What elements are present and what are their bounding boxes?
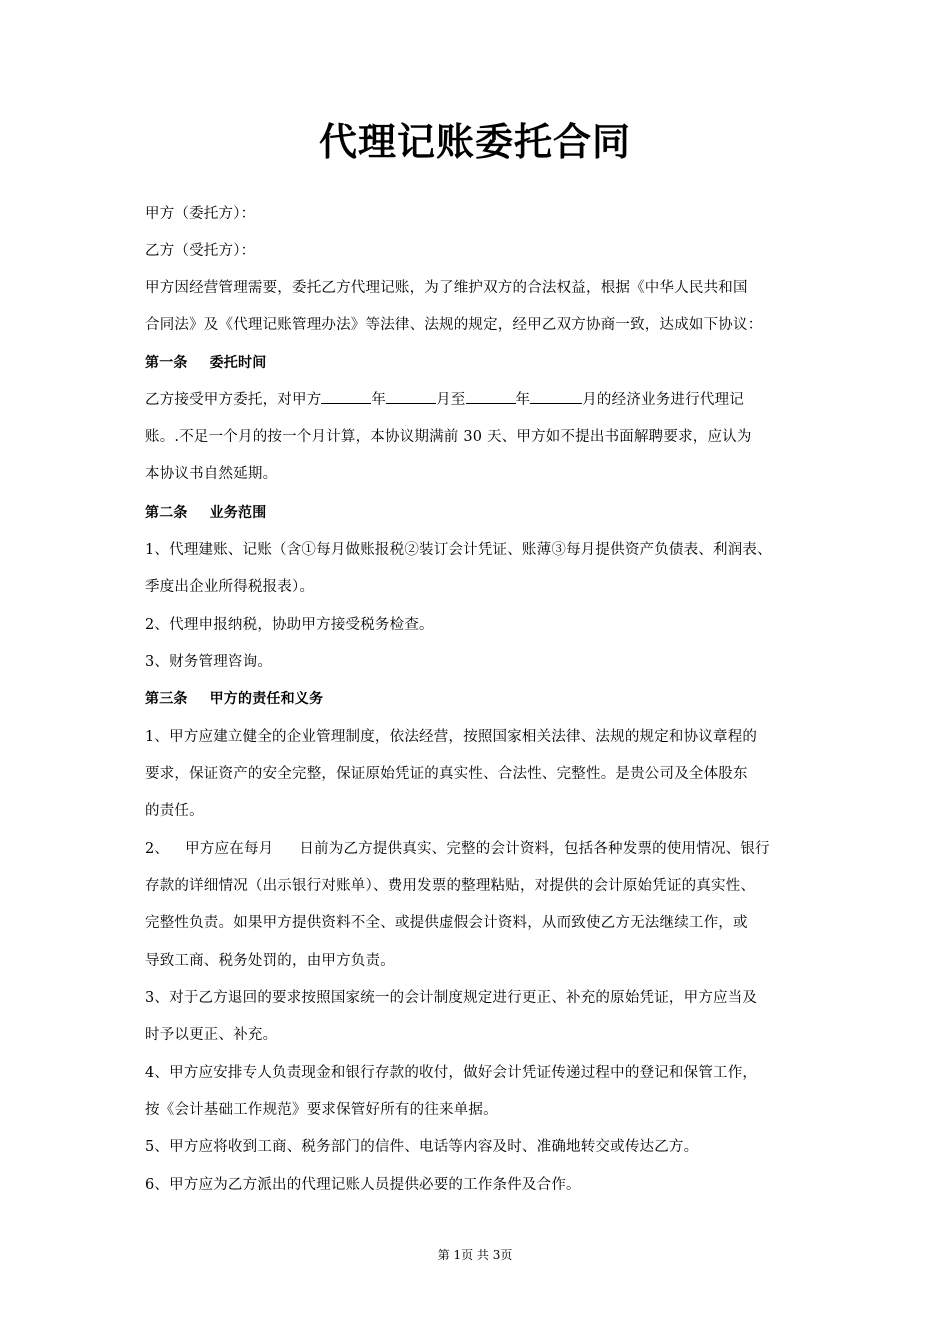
art1-text-y2: 年 [515,392,531,408]
month-blank-1[interactable] [386,389,436,404]
article-1-line-3: 本协议书自然延期。 [145,466,278,482]
art1-text-m2: 月的经济业务进行代理记 [582,392,744,408]
article-2-number: 第二条 [145,505,188,521]
page-footer: 第 1页 共 3页 [437,1248,513,1262]
article-2-line-4: 3、财务管理咨询。 [145,654,273,670]
article-1-heading [145,352,266,374]
article-3-line-13: 6、甲方应为乙方派出的代理记账人员提供必要的工作条件及合作。 [145,1177,581,1193]
article-3-line-9: 时予以更正、补充。 [145,1027,278,1043]
article-3-line-8: 3、对于乙方退回的要求按照国家统一的会计制度规定进行更正、补充的原始凭证，甲方应当及 [145,990,758,1006]
intro-line-2: 合同法》及《代理记账管理办法》等法律、法规的规定，经甲乙双方协商一致，达成如下协议： [145,317,763,333]
item-2-number: 2、 [145,841,170,857]
art1-text-y1: 年 [371,392,387,408]
article-1-title: 委托时间 [209,355,267,371]
article-1-line-2: 账。.不足一个月的按一个月计算，本协议期满前 30 天、甲方如不提出书面解聘要求，应认为 [145,429,752,445]
article-2-line-3: 2、代理申报纳税，协助甲方接受税务检查。 [145,617,434,633]
document-title: 代理记账委托合同 [318,120,631,164]
article-2-title: 业务范围 [209,505,267,521]
year-blank-2[interactable] [466,389,516,404]
article-3-line-2: 要求，保证资产的安全完整，保证原始凭证的真实性、合法性、完整性。是贵公司及全体股东 [145,766,748,782]
art1-text-m1: 月至 [436,392,466,408]
article-3-line-11: 按《会计基础工作规范》要求保管好所有的往来单据。 [145,1102,498,1118]
art1-text-a: 乙方接受甲方委托，对甲方 [145,392,322,408]
party-b-line: 乙方（受托方）： [145,243,256,259]
article-3-line-3: 的责任。 [145,803,204,819]
article-3-line-6: 完整性负责。如果甲方提供资料不全、或提供虚假会计资料，从而致使乙方无法继续工作，或 [145,915,748,931]
intro-line-1: 甲方因经营管理需要，委托乙方代理记账，为了维护双方的合法权益，根据《中华人民共和国 [145,280,748,296]
party-a-line: 甲方（委托方）： [145,206,256,222]
article-3-line-1: 1、甲方应建立健全的企业管理制度，依法经营，按照国家相关法律、法规的规定和协议章程的 [145,729,758,745]
item-2-text-a: 甲方应在每月 [185,841,274,857]
article-3-number: 第三条 [145,691,188,707]
article-3-line-12: 5、甲方应将收到工商、税务部门的信件、电话等内容及时、准确地转交或传达乙方。 [145,1139,699,1155]
article-2-heading [145,502,266,524]
article-3-title: 甲方的责任和义务 [209,691,324,707]
article-3-heading [145,688,323,710]
article-2-line-2: 季度出企业所得税报表）。 [145,579,315,595]
article-3-line-7: 导致工商、税务处罚的，由甲方负责。 [145,953,395,969]
article-1-para-line-1 [145,389,744,411]
article-3-line-5: 存款的详细情况（出示银行对账单）、费用发票的整理粘贴，对提供的会计原始凭证的真实性、 [145,878,756,894]
article-1-number: 第一条 [145,355,188,371]
article-3-line-10: 4、甲方应安排专人负责现金和银行存款的收付，做好会计凭证传递过程中的登记和保管工作， [145,1065,758,1081]
item-2-text-b: 日前为乙方提供真实、完整的会计资料，包括各种发票的使用情况、银行 [299,841,770,857]
article-3-item-2-line-1 [145,838,770,860]
month-blank-2[interactable] [530,389,582,404]
article-2-line-1: 1、代理建账、记账（含①每月做账报税②装订会计凭证、账薄③每月提供资产负债表、利润表、 [145,542,772,558]
year-blank-1[interactable] [321,389,371,404]
